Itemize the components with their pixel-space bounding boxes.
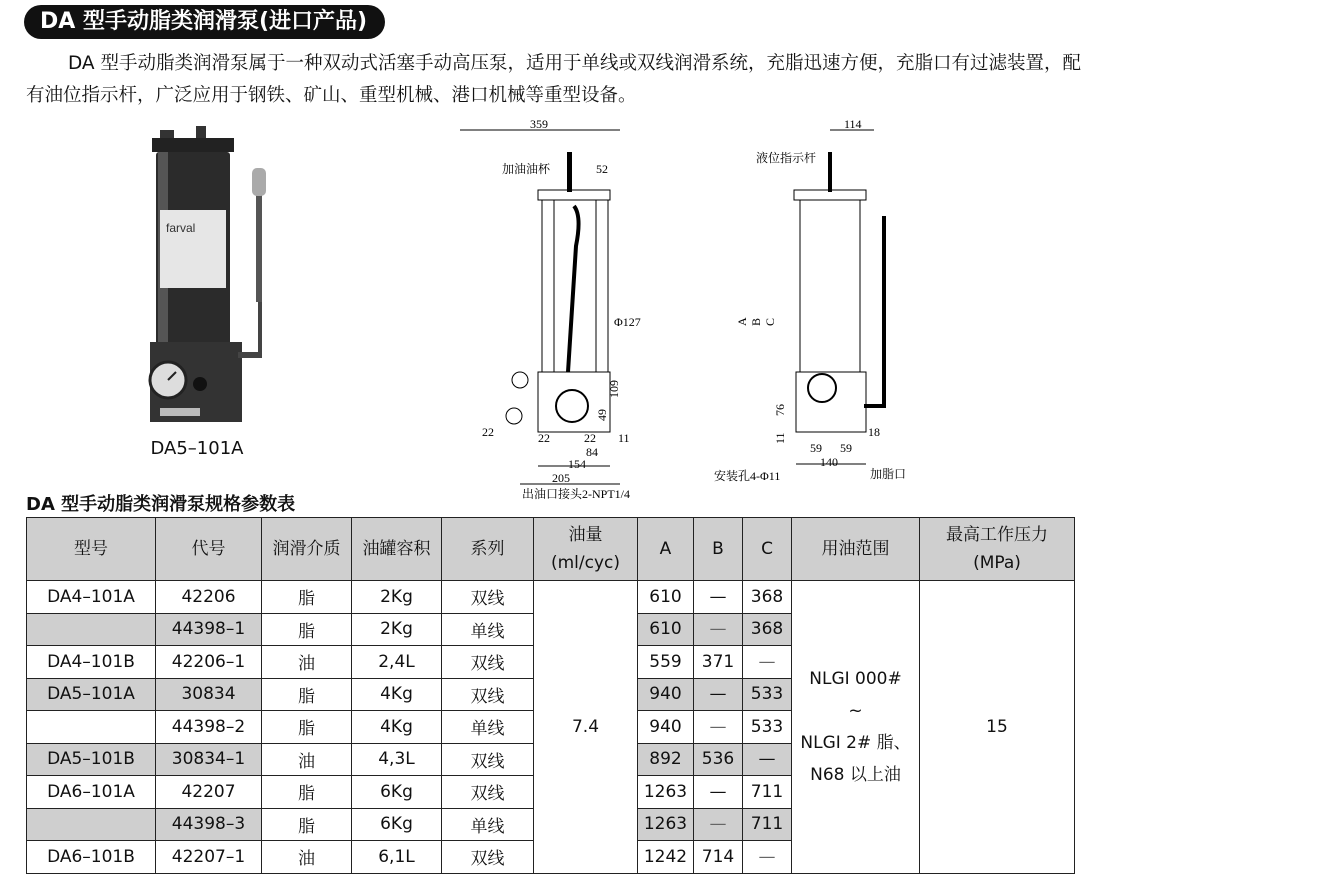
dim-C: C: [763, 317, 777, 326]
header-medium: 润滑介质: [262, 518, 352, 581]
dim-76: 76: [773, 404, 787, 416]
dim-A: A: [735, 317, 749, 326]
grease-inlet-label: 加脂口: [870, 467, 907, 481]
table-row: DA6–101B 42207–1 油 6,1L 双线 1242 714 —: [27, 841, 1075, 874]
header-c: C: [743, 518, 792, 581]
dim-11: 11: [618, 431, 630, 445]
header-range: 用油范围: [792, 518, 920, 581]
dim-11-side: 11: [773, 432, 787, 444]
flow-cell: 7.4: [534, 581, 638, 874]
side-dimension-drawing: [706, 116, 926, 490]
dim-154: 154: [568, 457, 586, 471]
table-row: 44398–3 脂 6Kg 单线 1263 — 711: [27, 808, 1075, 841]
dim-140: 140: [820, 455, 838, 469]
dim-52: 52: [596, 162, 608, 176]
brand-label: farval: [166, 221, 196, 235]
oil-cup-label: 加油油杯: [502, 162, 551, 176]
range-cell: NLGI 000# ~ NLGI 2# 脂、 N68 以上油: [792, 581, 920, 874]
photo-caption: DA5–101A: [150, 438, 244, 459]
header-flow: 油量 (ml/cyc): [534, 518, 638, 581]
header-a: A: [638, 518, 694, 581]
pressure-cell: 15: [920, 581, 1075, 874]
header-series: 系列: [442, 518, 534, 581]
table-row: DA5–101B 30834–1 油 4,3L 双线 892 536 —: [27, 743, 1075, 776]
table-row: DA5–101A 30834 脂 4Kg 双线 940 — 533: [27, 678, 1075, 711]
front-dimension-drawing: [450, 116, 650, 510]
header-volume: 油罐容积: [352, 518, 442, 581]
header-code: 代号: [156, 518, 262, 581]
dim-B: B: [749, 317, 763, 326]
dim-phi127: Φ127: [614, 315, 641, 329]
level-indicator-label: 液位指示杆: [756, 151, 817, 165]
header-model: 型号: [27, 518, 156, 581]
dim-18: 18: [868, 425, 880, 439]
dim-205: 205: [552, 471, 570, 485]
intro-paragraph: DA 型手动脂类润滑泵属于一种双动式活塞手动高压泵，适用于单线或双线润滑系统，充脂迅速方便，充脂口有过滤装置，配有油位指示杆，广泛应用于钢铁、矿山、重型机械、港口机械等重型设备。: [26, 53, 1081, 106]
dim-84: 84: [586, 445, 598, 459]
dim-22-b: 22: [584, 431, 596, 445]
outlet-label: 出油口接头2-NPT1/4: [522, 487, 631, 501]
dim-59-b: 59: [840, 441, 852, 455]
table-row: DA4–101B 42206–1 油 2,4L 双线 559 371 —: [27, 646, 1075, 679]
table-row: DA4–101A 42206 脂 2Kg 双线 7.4 610 — 368 NLGI 000# ~ NLGI 2# 脂、 N68 以上油 15: [27, 581, 1075, 614]
table-row: 44398–2 脂 4Kg 单线 940 — 533: [27, 711, 1075, 744]
page-title: DA 型手动脂类润滑泵(进口产品): [24, 5, 385, 39]
header-pressure: 最高工作压力 (MPa): [920, 518, 1075, 581]
table-title: DA 型手动脂类润滑泵规格参数表: [26, 494, 296, 515]
dim-114: 114: [844, 117, 862, 131]
dim-49: 49: [595, 409, 609, 421]
spec-table: [26, 517, 1075, 874]
dim-22-a: 22: [538, 431, 550, 445]
mount-hole-label: 安装孔4-Φ11: [714, 469, 781, 483]
dim-359: 359: [530, 117, 548, 131]
table-header-row: [27, 518, 1075, 581]
pump-photo: [130, 122, 270, 422]
dim-22-left: 22: [482, 425, 494, 439]
dim-59-a: 59: [810, 441, 822, 455]
table-row: 44398–1 脂 2Kg 单线 610 — 368: [27, 613, 1075, 646]
header-b: B: [694, 518, 743, 581]
dim-109: 109: [607, 380, 621, 398]
table-row: DA6–101A 42207 脂 6Kg 双线 1263 — 711: [27, 776, 1075, 809]
